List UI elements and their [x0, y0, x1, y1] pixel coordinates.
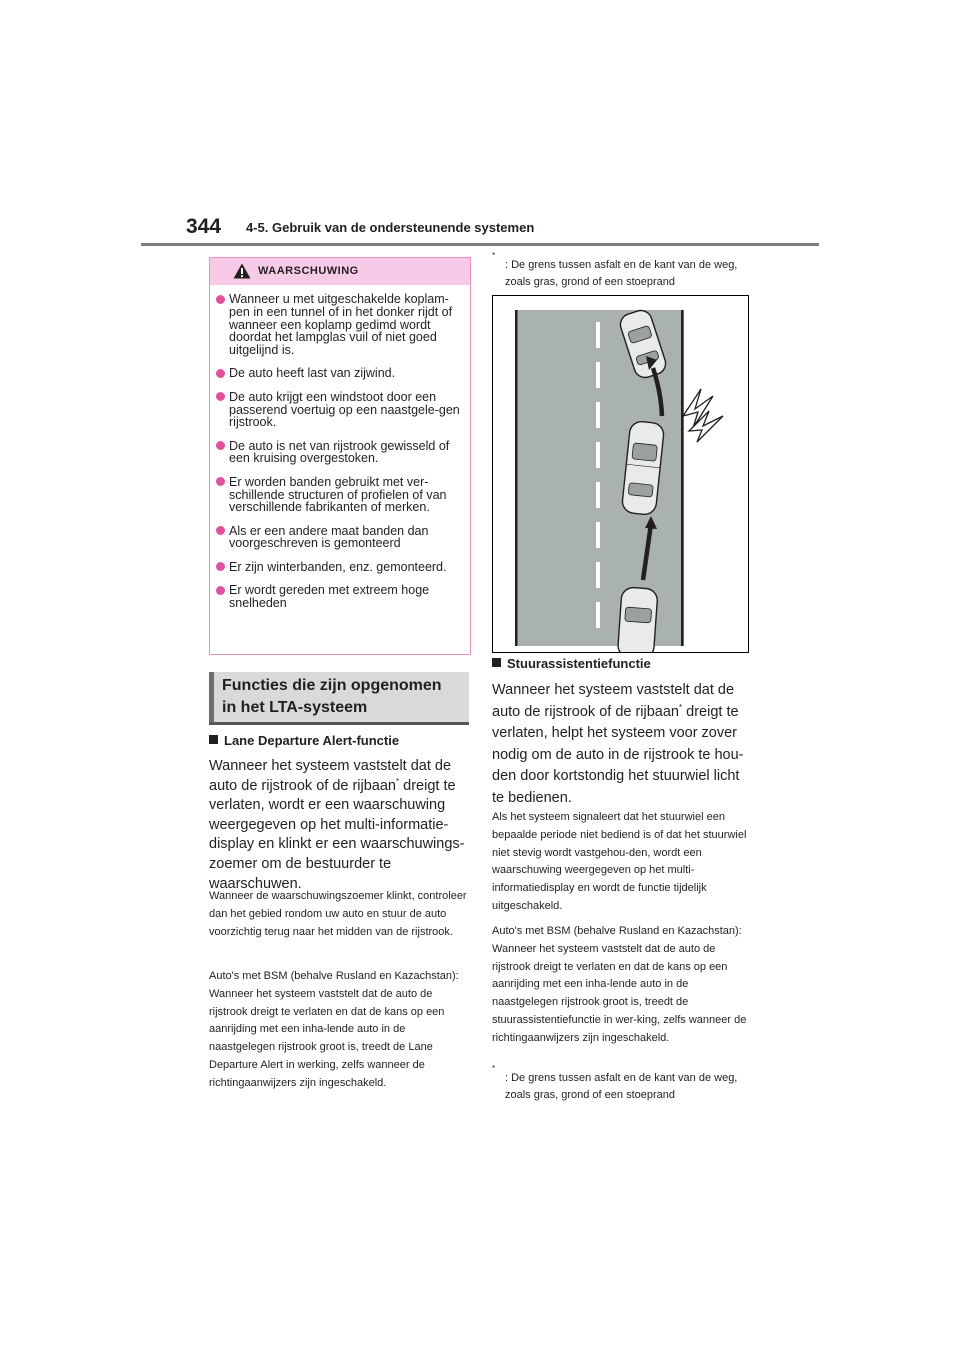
warning-list: [210, 285, 470, 610]
warning-title: WAARSCHUWING: [258, 265, 359, 277]
road-edge-left: [515, 310, 518, 646]
warning-item: Er worden banden gebruikt met ver-schillende structuren of profielen of van verschillende fabrikanten of merken.: [216, 476, 464, 514]
lda-intro: Wanneer het systeem vaststelt dat de auto de rijstrook of de rijbaan* dreigt te verlaten, wordt er een waarschuwing weergegeven op het multi-informatie-display en klinkt er een waarschuwings-zoemer om de bestuurder te waarschuwen.: [209, 758, 465, 892]
bullet-icon: [216, 295, 225, 304]
warning-header: [210, 258, 470, 285]
lane-illustration: [492, 295, 749, 653]
warning-item: De auto heeft last van zijwind.: [216, 367, 464, 380]
functions-title: Functies die zijn opgenomen in het LTA-systeem: [222, 677, 442, 716]
steering-note-1: Als het systeem signaleert dat het stuurwiel een bepaalde periode niet bediend is of dat het stuurwiel niet stevig wordt vastgehou-den, wordt een waarschuwing weergegeven op het multi-informatiedisplay en wordt de functie tijdelijk uitgeschakeld.: [492, 811, 747, 912]
steering-note-2: Auto's met BSM (behalve Rusland en Kazachstan): Wanneer het systeem vaststelt dat de auto de rijstrook dreigt te verlaten en dat de kans op een aanrijding met een inha-lende auto in de naastgelegen rijstrook groot is, treedt de stuurassistentiefunctie in wer-king, zelfs wanneer de richtingaanwijzers zijn ingeschakeld.: [492, 925, 747, 1044]
functions-header-bar: [209, 672, 214, 722]
bullet-icon: [216, 392, 225, 401]
footnote-top: * : De grens tussen asfalt en de kant van de weg, zoals gras, grond of een stoeprand: [492, 251, 738, 288]
lda-heading: Lane Departure Alert-functie: [209, 733, 399, 748]
steering-heading: Stuurassistentiefunctie: [492, 656, 651, 671]
bullet-icon: [216, 526, 225, 535]
lane-departure-diagram: [493, 296, 748, 652]
square-bullet-icon: [209, 735, 218, 744]
square-bullet-icon: [492, 658, 501, 667]
lda-note-2: Auto's met BSM (behalve Rusland en Kazachstan): Wanneer het systeem vaststelt dat de auto de rijstrook dreigt te verlaten en dat de kans op een aanrijding met een inha-lende auto in de naastgelegen rijstrook groot is, treedt de Lane Departure Alert in werking, zelfs wanneer de richtingaanwijzers zijn ingeschakeld.: [209, 970, 459, 1089]
warning-item: Als er een andere maat banden dan voorgeschreven is gemonteerd: [216, 525, 464, 551]
lda-note-1: Wanneer de waarschuwingszoemer klinkt, controleer dan het gebied rondom uw auto en stuur de auto voorzichtig terug naar het midden van de rijstrook.: [209, 890, 467, 938]
warning-box: [209, 257, 471, 655]
warning-item: Er zijn winterbanden, enz. gemonteerd.: [216, 561, 464, 574]
warning-item: Er wordt gereden met extreem hoge snelheden: [216, 584, 464, 610]
bullet-icon: [216, 477, 225, 486]
bullet-icon: [216, 369, 225, 378]
footnote-bottom: * : De grens tussen asfalt en de kant van de weg, zoals gras, grond of een stoeprand: [492, 1064, 738, 1101]
road-edge-right: [681, 310, 684, 646]
header-divider: [141, 243, 819, 246]
warning-item: De auto krijgt een windstoot door een passerend voertuig op een naastgele-gen rijstrook.: [216, 391, 464, 429]
functions-header: [209, 672, 469, 725]
bullet-icon: [216, 441, 225, 450]
bullet-icon: [216, 562, 225, 571]
warning-item: De auto is net van rijstrook gewisseld of een kruising overgestoken.: [216, 440, 464, 466]
steering-intro: Wanneer het systeem vaststelt dat de auto de rijstrook of de rijbaan* dreigt te verlaten, helpt het systeem voor zover nodig om de auto in de rijstrook te hou-den door kortstondig het stuurwiel licht te bedienen.: [492, 682, 744, 806]
bullet-icon: [216, 586, 225, 595]
warning-triangle-icon: [233, 263, 251, 279]
car-bottom: [617, 587, 658, 652]
section-title: 4-5. Gebruik van de ondersteunende systemen: [246, 220, 535, 235]
page-number: 344: [186, 215, 222, 238]
warning-item: Wanneer u met uitgeschakelde koplam-pen in een tunnel of in het donker rijdt of wanneer een koplamp gedimd wordt doordat het lampglas vuil of niet goed uitgelijnd is.: [216, 293, 464, 357]
